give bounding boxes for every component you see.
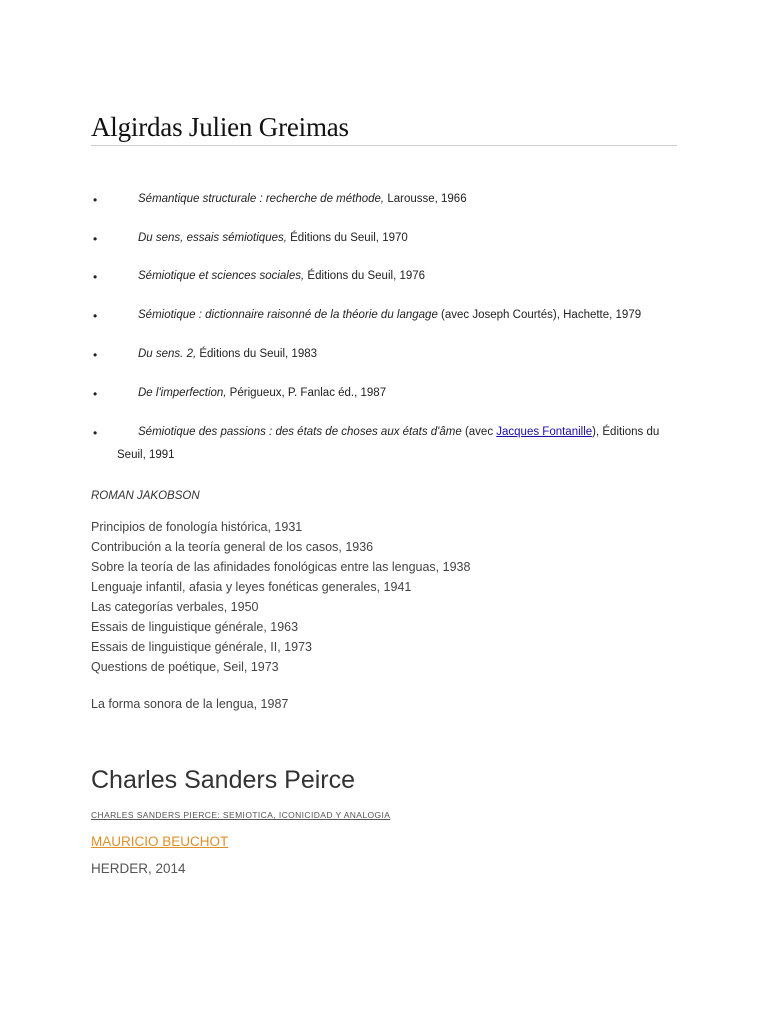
work-line: Contribución a la teoría general de los casos, 1936 (91, 540, 374, 554)
bullet: • (93, 387, 98, 401)
work-details: ), Éditions du (592, 426, 660, 438)
list-item-continuation: Seuil, 1991 (117, 449, 175, 461)
work-details: Éditions du Seuil, 1976 (304, 270, 426, 282)
bullet: • (93, 232, 98, 246)
work-line: Lenguaje infantil, afasia y leyes fonéticas generales, 1941 (91, 580, 412, 594)
publisher-line: HERDER, 2014 (91, 861, 186, 876)
work-details: (avec (461, 426, 497, 438)
work-title: Sémiotique : dictionnaire raisonné de la théorie du langage (138, 309, 438, 321)
title-divider (91, 145, 677, 146)
bullet: • (93, 309, 98, 323)
work-title: De l'imperfection, (138, 387, 227, 399)
section-heading-jakobson: ROMAN JAKOBSON (91, 490, 200, 502)
work-line: Principios de fonología histórica, 1931 (91, 520, 303, 534)
work-title: Sémiotique et sciences sociales, (138, 270, 305, 282)
work-details: Larousse, 1966 (384, 193, 467, 205)
bullet: • (93, 270, 98, 284)
bullet: • (93, 426, 98, 440)
jakobson-works (91, 517, 470, 677)
work-line: Sobre la teoría de las afinidades fonológicas entre las lenguas, 1938 (91, 560, 471, 574)
author-link-fontanille[interactable]: Jacques Fontanille (496, 426, 593, 438)
work-title: Sémantique structurale : recherche de méthode, (138, 193, 385, 205)
list-item-text (138, 309, 641, 321)
work-title: Du sens. 2, (138, 348, 197, 360)
work-title: Sémiotique des passions : des états de choses aux états d'âme (138, 426, 462, 438)
list-item-text (138, 348, 317, 360)
list-item-text (138, 193, 467, 205)
list-item-text (138, 426, 659, 438)
section-title-peirce: Charles Sanders Peirce (91, 766, 356, 794)
work-details: Périgueux, P. Fanlac éd., 1987 (226, 387, 387, 399)
section-title-greimas: Algirdas Julien Greimas (91, 112, 349, 142)
work-details: Éditions du Seuil, 1983 (196, 348, 318, 360)
work-details: Éditions du Seuil, 1970 (286, 232, 408, 244)
work-line: Las categorías verbales, 1950 (91, 600, 259, 614)
work-title: Du sens, essais sémiotiques, (138, 232, 287, 244)
list-item-text (138, 387, 386, 399)
list-item-text (138, 270, 425, 282)
work-line: La forma sonora de la lengua, 1987 (91, 697, 289, 711)
bullet: • (93, 193, 98, 207)
work-line: Questions de poétique, Seil, 1973 (91, 660, 279, 674)
work-details: (avec Joseph Courtés), Hachette, 1979 (437, 309, 642, 321)
work-line: Essais de linguistique générale, II, 1973 (91, 640, 312, 654)
list-item-text (138, 232, 408, 244)
work-line: Essais de linguistique générale, 1963 (91, 620, 299, 634)
book-title-link[interactable]: CHARLES SANDERS PIERCE: SEMIOTICA, ICONICIDAD Y ANALOGIA (91, 810, 391, 820)
bullet: • (93, 348, 98, 362)
author-link-beuchot[interactable]: MAURICIO BEUCHOT (91, 834, 229, 849)
